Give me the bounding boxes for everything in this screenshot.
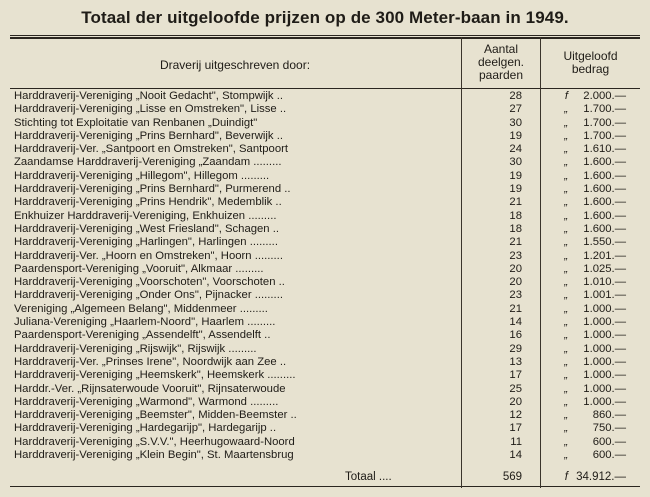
- amount-cell: [546, 303, 634, 316]
- count-cell: 30: [509, 156, 522, 169]
- table-row: [0, 343, 650, 356]
- currency-mark: „: [564, 302, 568, 315]
- amount-cell: [546, 356, 634, 369]
- amount-cell: [546, 316, 634, 329]
- table-row: [0, 303, 650, 316]
- page-title: Totaal der uitgeloofde prijzen op de 300 Meter-baan in 1949.: [81, 8, 569, 27]
- amount-cell: [546, 196, 634, 209]
- organizer-cell: Harddraverij-Vereniging „Voorschoten", Voorschoten ..: [14, 276, 285, 289]
- currency-mark: „: [564, 236, 568, 249]
- organizer-cell: Stichting tot Exploitatie van Renbanen „Duindigt": [14, 116, 258, 129]
- organizer-cell: Zaandamse Harddraverij-Vereniging „Zaandam .........: [14, 156, 282, 169]
- amount-cell: [546, 289, 634, 302]
- table-row: [0, 183, 650, 196]
- total-label: Totaal ....: [345, 471, 392, 483]
- currency-mark: „: [564, 129, 568, 142]
- amount-value: 1.000.—: [583, 302, 626, 315]
- currency-mark: „: [564, 342, 568, 355]
- currency-mark: „: [564, 143, 568, 156]
- total-value: 34.912.—: [576, 471, 626, 483]
- currency-mark: „: [564, 196, 568, 209]
- currency-mark: „: [564, 116, 568, 129]
- count-cell: 21: [509, 302, 522, 315]
- count-cell: 17: [509, 369, 522, 382]
- amount-value: 1.600.—: [583, 183, 626, 196]
- count-cell: 19: [509, 129, 522, 142]
- header-count-line1: Aantal: [483, 42, 519, 56]
- count-cell: 14: [509, 449, 522, 462]
- amount-cell: [546, 156, 634, 169]
- amount-cell: [546, 276, 634, 289]
- organizer-cell: Harddraverij-Vereniging „Onder Ons", Pijnacker .........: [14, 289, 283, 302]
- table-row: [0, 316, 650, 329]
- table-row: [0, 170, 650, 183]
- count-cell: 19: [509, 169, 522, 182]
- amount-value: 1.600.—: [583, 209, 626, 222]
- table-row: [0, 236, 650, 249]
- organizer-cell: Paardensport-Vereniging „Assendelft", Assendelft ..: [14, 329, 271, 342]
- total-count: 569: [502, 471, 522, 483]
- amount-value: 1.700.—: [583, 116, 626, 129]
- currency-mark: „: [564, 209, 568, 222]
- organizer-cell: Harddraverij-Vereniging „Prins Bernhard", Beverwijk ..: [14, 129, 283, 142]
- amount-value: 1.000.—: [583, 369, 626, 382]
- count-cell: 21: [509, 236, 522, 249]
- count-cell: 20: [509, 395, 522, 408]
- organizer-cell: Harddraverij-Vereniging „Beemster", Midden-Beemster ..: [14, 409, 297, 422]
- amount-cell: [546, 210, 634, 223]
- count-cell: 27: [509, 103, 522, 116]
- organizer-cell: Harddraverij-Ver. „Santpoort en Omstreken", Santpoort: [14, 143, 289, 156]
- currency-mark: „: [564, 369, 568, 382]
- count-cell: 12: [509, 409, 522, 422]
- currency-mark: „: [564, 249, 568, 262]
- amount-value: 1.600.—: [583, 222, 626, 235]
- currency-mark: „: [564, 435, 568, 448]
- amount-cell: [546, 449, 634, 462]
- organizer-cell: Juliana-Vereniging „Haarlem-Noord", Haarlem .........: [14, 316, 276, 329]
- currency-mark: „: [564, 169, 568, 182]
- organizer-cell: Enkhuizer Harddraverij-Vereniging, Enkhuizen .........: [14, 209, 277, 222]
- count-cell: 24: [509, 143, 522, 156]
- count-cell: 17: [509, 422, 522, 435]
- count-cell: 29: [509, 342, 522, 355]
- count-cell: 14: [509, 316, 522, 329]
- table-row: [0, 436, 650, 449]
- header-rule: [10, 88, 640, 89]
- table-row: [0, 130, 650, 143]
- currency-mark: „: [564, 103, 568, 116]
- header-prize-line1: Uitgeloofd: [563, 49, 618, 63]
- organizer-cell: Harddraverij-Ver. „Hoorn en Omstreken", Hoorn .........: [14, 249, 283, 262]
- amount-value: 1.025.—: [583, 262, 626, 275]
- table-row: [0, 103, 650, 116]
- amount-cell: [546, 170, 634, 183]
- organizer-cell: Harddraverij-Vereniging „Prins Hendrik", Medemblik ..: [14, 196, 282, 209]
- amount-value: 1.600.—: [583, 196, 626, 209]
- count-cell: 25: [509, 382, 522, 395]
- organizer-cell: Harddraverij-Vereniging „Warmond", Warmond .........: [14, 395, 279, 408]
- organizer-cell: Harddraverij-Vereniging „Hardegarijp", Hardegarijp ..: [14, 422, 277, 435]
- amount-value: 1.001.—: [583, 289, 626, 302]
- top-rule: [10, 35, 640, 36]
- amount-cell: [546, 396, 634, 409]
- organizer-cell: Harddraverij-Vereniging „Rijswijk", Rijswijk .........: [14, 342, 257, 355]
- amount-value: 600.—: [592, 449, 626, 462]
- table-row: [0, 356, 650, 369]
- count-cell: 28: [509, 90, 522, 102]
- organizer-cell: Harddraverij-Vereniging „S.V.V.", Heerhugowaard-Noord: [14, 435, 295, 448]
- amount-cell: [546, 343, 634, 356]
- table-row: [0, 143, 650, 156]
- amount-cell: [546, 117, 634, 130]
- header-count-line3: paarden: [478, 68, 524, 82]
- header-prize: [541, 50, 640, 76]
- amount-value: 750.—: [592, 422, 626, 435]
- amount-cell: [546, 90, 634, 103]
- amount-cell: [546, 409, 634, 422]
- amount-value: 1.000.—: [583, 316, 626, 329]
- organizer-cell: Harddraverij-Vereniging „Hillegom", Hillegom .........: [14, 169, 270, 182]
- count-cell: 20: [509, 276, 522, 289]
- amount-value: 1.700.—: [583, 129, 626, 142]
- bottom-rule: [10, 486, 640, 487]
- amount-value: 2.000.—: [583, 90, 626, 102]
- total-currency: f: [564, 471, 568, 483]
- amount-cell: [546, 236, 634, 249]
- total-amount: [546, 471, 636, 483]
- table-row: [0, 422, 650, 435]
- table-row: [0, 449, 650, 462]
- organizer-cell: Harddraverij-Vereniging „Heemskerk", Heemskerk .........: [14, 369, 296, 382]
- table-row: [0, 196, 650, 209]
- table-row: [0, 117, 650, 130]
- amount-value: 1.000.—: [583, 329, 626, 342]
- count-cell: 16: [509, 329, 522, 342]
- amount-value: 1.610.—: [583, 143, 626, 156]
- amount-cell: [546, 383, 634, 396]
- table-row: [0, 276, 650, 289]
- top-rule-thick: [10, 37, 640, 39]
- organizer-cell: Vereniging „Algemeen Belang", Middenmeer .........: [14, 302, 268, 315]
- organizer-cell: Harddr.-Ver. „Rijnsaterwoude Vooruit", Rijnsaterwoude: [14, 382, 286, 395]
- table-row: [0, 329, 650, 342]
- table-row: [0, 223, 650, 236]
- count-cell: 11: [510, 435, 522, 448]
- currency-mark: „: [564, 409, 568, 422]
- amount-cell: [546, 223, 634, 236]
- count-cell: 30: [509, 116, 522, 129]
- amount-cell: [546, 422, 634, 435]
- currency-mark: „: [564, 222, 568, 235]
- amount-cell: [546, 143, 634, 156]
- currency-mark: „: [564, 382, 568, 395]
- currency-mark: „: [564, 329, 568, 342]
- table-row: [0, 396, 650, 409]
- table-row: [0, 90, 650, 103]
- table-row: [0, 369, 650, 382]
- header-count: [462, 43, 540, 82]
- amount-cell: [546, 130, 634, 143]
- amount-value: 1.201.—: [583, 249, 626, 262]
- amount-value: 1.000.—: [583, 342, 626, 355]
- currency-mark: „: [564, 422, 568, 435]
- table-row: [0, 250, 650, 263]
- amount-value: 1.600.—: [583, 156, 626, 169]
- amount-cell: [546, 103, 634, 116]
- currency-mark: „: [564, 355, 568, 368]
- table-row: [0, 289, 650, 302]
- currency-mark: „: [564, 289, 568, 302]
- currency-mark: „: [564, 276, 568, 289]
- amount-value: 860.—: [592, 409, 626, 422]
- header-prize-line2: bedrag: [571, 62, 610, 76]
- count-cell: 23: [509, 289, 522, 302]
- count-cell: 20: [509, 262, 522, 275]
- organizer-cell: Harddraverij-Ver. „Prinses Irene", Noordwijk aan Zee ..: [14, 355, 287, 368]
- amount-value: 1.700.—: [583, 103, 626, 116]
- amount-cell: [546, 436, 634, 449]
- table-body: [0, 90, 650, 462]
- currency-mark: „: [564, 262, 568, 275]
- amount-cell: [546, 250, 634, 263]
- amount-value: 1.000.—: [583, 355, 626, 368]
- count-cell: 13: [509, 355, 522, 368]
- currency-mark: „: [564, 316, 568, 329]
- organizer-cell: Harddraverij-Vereniging „Lisse en Omstreken", Lisse ..: [14, 103, 287, 116]
- amount-value: 1.010.—: [583, 276, 626, 289]
- table-row: [0, 383, 650, 396]
- count-cell: 18: [509, 222, 522, 235]
- amount-cell: [546, 263, 634, 276]
- table-row: [0, 156, 650, 169]
- amount-value: 1.550.—: [583, 236, 626, 249]
- table-row: [0, 409, 650, 422]
- organizer-cell: Harddraverij-Vereniging „Nooit Gedacht", Stompwijk ..: [14, 90, 283, 102]
- amount-value: 1.600.—: [583, 169, 626, 182]
- organizer-cell: Paardensport-Vereniging „Vooruit", Alkmaar .........: [14, 262, 264, 275]
- amount-value: 600.—: [592, 435, 626, 448]
- currency-mark: „: [564, 395, 568, 408]
- count-cell: 19: [509, 183, 522, 196]
- amount-value: 1.000.—: [583, 382, 626, 395]
- currency-mark: „: [564, 449, 568, 462]
- count-cell: 21: [509, 196, 522, 209]
- currency-mark: f: [564, 90, 568, 102]
- table-row: [0, 210, 650, 223]
- count-cell: 18: [509, 209, 522, 222]
- table-row: [0, 263, 650, 276]
- header-count-line2: deelgen.: [477, 55, 525, 69]
- amount-cell: [546, 183, 634, 196]
- amount-cell: [546, 369, 634, 382]
- organizer-cell: Harddraverij-Vereniging „Klein Begin", St. Maartensbrug: [14, 449, 294, 462]
- amount-value: 1.000.—: [583, 395, 626, 408]
- organizer-cell: Harddraverij-Vereniging „West Friesland", Schagen ..: [14, 222, 280, 235]
- organizer-cell: Harddraverij-Vereniging „Harlingen", Harlingen .........: [14, 236, 278, 249]
- count-cell: 23: [509, 249, 522, 262]
- organizer-cell: Harddraverij-Vereniging „Prins Bernhard", Purmerend ..: [14, 183, 291, 196]
- header-organizer: Draverij uitgeschreven door:: [159, 58, 311, 72]
- currency-mark: „: [564, 156, 568, 169]
- amount-cell: [546, 329, 634, 342]
- currency-mark: „: [564, 183, 568, 196]
